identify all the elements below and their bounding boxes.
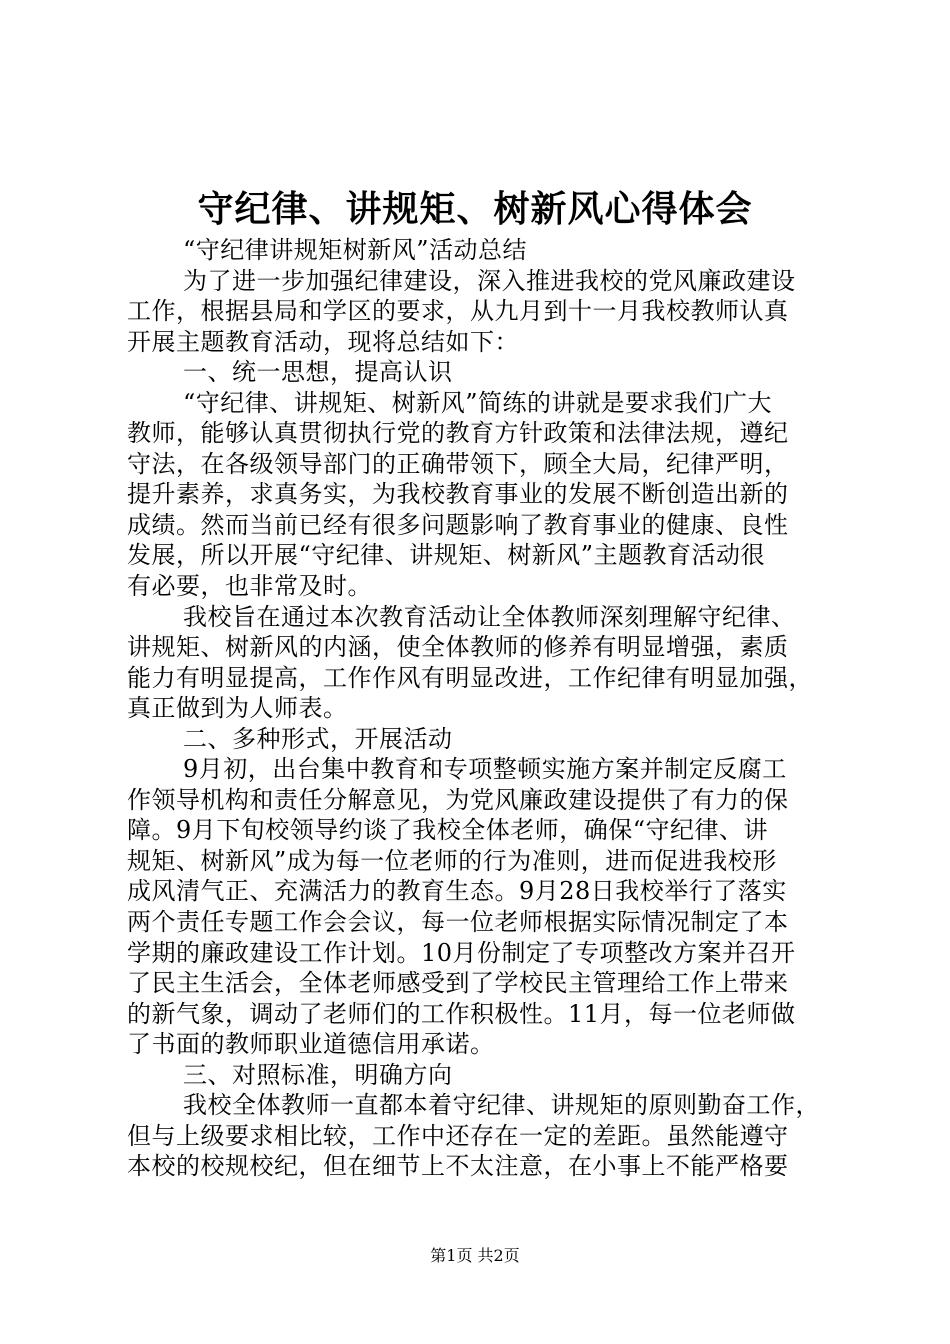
text-line: 讲规矩、树新风的内涵，使全体教师的修养有明显增强，素质	[127, 633, 789, 662]
text-line: 一、统一思想，提高认识	[183, 358, 453, 387]
text-line: 开展主题教育活动，现将总结如下：	[127, 327, 519, 356]
text-line: 真正做到为人师表。	[127, 694, 348, 723]
text-line: 了书面的教师职业道德信用承诺。	[127, 1030, 495, 1059]
document-title: 守纪律、讲规矩、树新风心得体会	[197, 188, 753, 230]
text-line: 9月初，出台集中教育和专项整顿实施方案并制定反腐工	[183, 755, 787, 784]
text-line: 为了进一步加强纪律建设，深入推进我校的党风廉政建设	[183, 266, 796, 295]
text-line: 规矩、树新风”成为每一位老师的行为准则，进而促进我校形	[127, 846, 777, 875]
text-line: 教师，能够认真贯彻执行党的教育方针政策和法律法规，遵纪	[127, 419, 789, 448]
text-line: 三、对照标准，明确方向	[183, 1060, 453, 1089]
text-line: 守法，在各级领导部门的正确带领下，顾全大局，纪律严明，	[127, 449, 789, 478]
page-number-footer: 第1页 共2页	[430, 1246, 520, 1265]
text-line: 本校的校规校纪，但在细节上不太注意，在小事上不能严格要	[127, 1152, 789, 1181]
text-line: “守纪律、讲规矩、树新风”简练的讲就是要求我们广大	[183, 388, 773, 417]
text-line: 障。9月下旬校领导约谈了我校全体老师，确保“守纪律、讲	[127, 816, 769, 845]
text-line: 我校旨在通过本次教育活动让全体教师深刻理解守纪律、	[183, 602, 796, 631]
text-line: 两个责任专题工作会会议，每一位老师根据实际情况制定了本	[127, 908, 789, 937]
text-line: 发展，所以开展“守纪律、讲规矩、树新风”主题教育活动很	[127, 541, 766, 570]
text-line: 作领导机构和责任分解意见，为党风廉政建设提供了有力的保	[127, 785, 789, 814]
text-line: 提升素养，求真务实，为我校教育事业的发展不断创造出新的	[127, 480, 789, 509]
text-line: 能力有明显提高，工作作风有明显改进，工作纪律有明显加强，	[127, 663, 813, 692]
text-line: 工作，根据县局和学区的要求，从九月到十一月我校教师认真	[127, 297, 789, 326]
text-line: 学期的廉政建设工作计划。10月份制定了专项整改方案并召开	[127, 938, 796, 967]
text-line: 了民主生活会，全体老师感受到了学校民主管理给工作上带来	[127, 969, 789, 998]
text-line: 的新气象，调动了老师们的工作积极性。11月，每一位老师做	[127, 999, 796, 1028]
text-line: 我校全体教师一直都本着守纪律、讲规矩的原则勤奋工作，	[183, 1091, 820, 1120]
text-line: “守纪律讲规矩树新风”活动总结	[183, 236, 528, 264]
text-line: 但与上级要求相比较，工作中还存在一定的差距。虽然能遵守	[127, 1121, 789, 1150]
text-line: 二、多种形式，开展活动	[183, 724, 453, 753]
text-line: 成绩。然而当前已经有很多问题影响了教育事业的健康、良性	[127, 510, 789, 539]
text-line: 有必要，也非常及时。	[127, 572, 372, 601]
document-body	[127, 235, 847, 1182]
text-line: 成风清气正、充满活力的教育生态。9月28日我校举行了落实	[127, 877, 787, 906]
